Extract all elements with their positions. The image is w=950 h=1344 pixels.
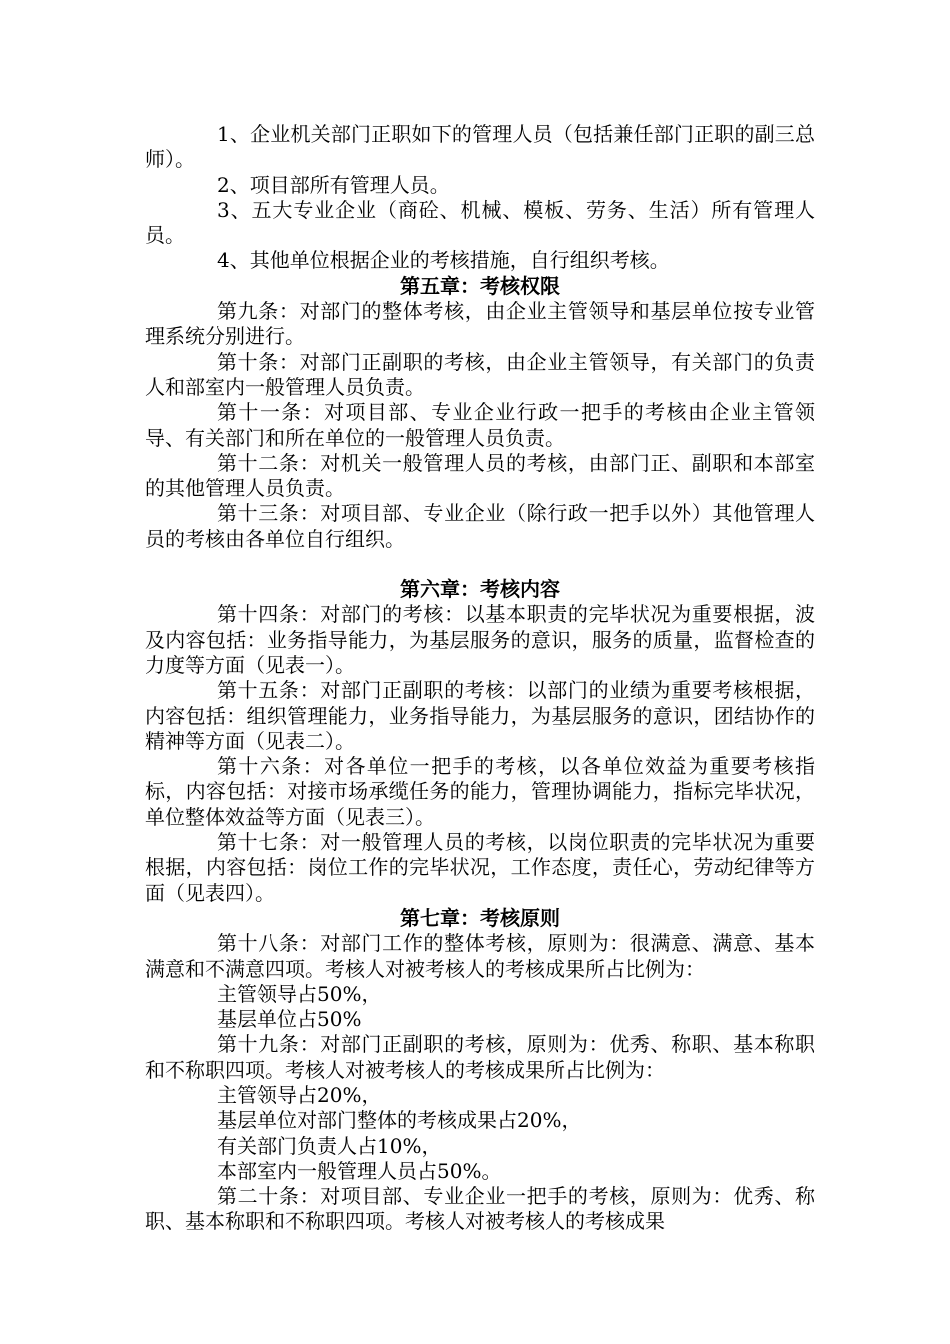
article-11: 第十一条：对项目部、专业企业行政一把手的考核由企业主管领导、有关部门和所在单位的一般管理人员负责。 bbox=[145, 400, 815, 450]
item-3: 3、五大专业企业（商砼、机械、模板、劳务、生活）所有管理人员。 bbox=[145, 197, 815, 248]
ratio-19-4: 本部室内一般管理人员占50%。 bbox=[217, 1158, 502, 1183]
ratio-18-1: 主管领导占50%， bbox=[217, 981, 382, 1006]
item-4: 4、其他单位根据企业的考核措施，自行组织考核。 bbox=[217, 248, 670, 273]
ratio-19-1: 主管领导占20%， bbox=[217, 1082, 382, 1107]
blank-line bbox=[145, 552, 815, 577]
article-20: 第二十条：对项目部、专业企业一把手的考核，原则为：优秀、称职、基本称职和不称职四项。考核人对被考核人的考核成果 bbox=[145, 1184, 815, 1234]
article-18: 第十八条：对部门工作的整体考核，原则为：很满意、满意、基本满意和不满意四项。考核人对被考核人的考核成果所占比例为： bbox=[145, 931, 815, 981]
article-16: 第十六条：对各单位一把手的考核，以各单位效益为重要考核指标，内容包括：对接市场承缆任务的能力，管理协调能力，指标完毕状况，单位整体效益等方面（见表三）。 bbox=[145, 754, 815, 829]
article-12: 第十二条：对机关一般管理人员的考核，由部门正、副职和本部室的其他管理人员负责。 bbox=[145, 450, 815, 501]
ratio-18-2: 基层单位占50% bbox=[217, 1007, 362, 1032]
article-10: 第十条：对部门正副职的考核，由企业主管领导，有关部门的负责人和部室内一般管理人员负责。 bbox=[145, 349, 815, 399]
chapter-5-heading: 第五章：考核权限 bbox=[400, 273, 560, 298]
article-13: 第十三条：对项目部、专业企业（除行政一把手以外）其他管理人员的考核由各单位自行组织。 bbox=[145, 501, 815, 551]
ratio-19-3: 有关部门负责人占10%， bbox=[217, 1133, 442, 1158]
item-1: 1、企业机关部门正职如下的管理人员（包括兼任部门正职的副三总师）。 bbox=[145, 122, 815, 172]
article-14: 第十四条：对部门的考核：以基本职责的完毕状况为重要根据，波及内容包括：业务指导能力，为基层服务的意识，服务的质量，监督检查的力度等方面（见表一）。 bbox=[145, 602, 815, 677]
item-2: 2、项目部所有管理人员。 bbox=[217, 172, 450, 197]
article-17: 第十七条：对一般管理人员的考核，以岗位职责的完毕状况为重要根据，内容包括：岗位工作的完毕状况，工作态度，责任心，劳动纪律等方面（见表四）。 bbox=[145, 830, 815, 905]
ratio-19-2: 基层单位对部门整体的考核成果占20%， bbox=[217, 1108, 582, 1133]
article-19: 第十九条：对部门正副职的考核，原则为：优秀、称职、基本称职和不称职四项。考核人对被考核人的考核成果所占比例为： bbox=[145, 1032, 815, 1082]
document-page bbox=[145, 122, 815, 1235]
article-9: 第九条：对部门的整体考核，由企业主管领导和基层单位按专业管理系统分别进行。 bbox=[145, 299, 815, 349]
article-15: 第十五条：对部门正副职的考核：以部门的业绩为重要考核根据，内容包括：组织管理能力，业务指导能力，为基层服务的意识，团结协作的精神等方面（见表二）。 bbox=[145, 678, 815, 753]
chapter-7-heading: 第七章：考核原则 bbox=[400, 905, 560, 930]
chapter-6-heading: 第六章：考核内容 bbox=[400, 577, 560, 602]
